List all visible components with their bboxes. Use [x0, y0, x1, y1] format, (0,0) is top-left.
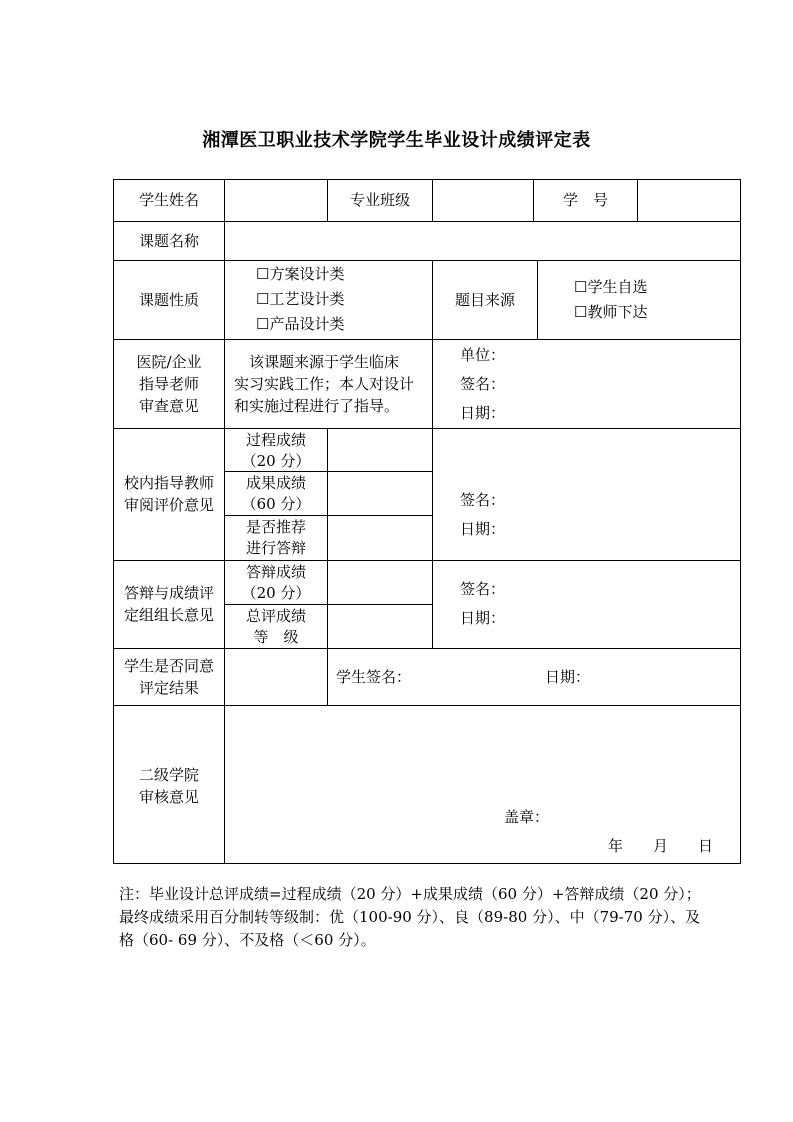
option-label: 方案设计类 — [269, 265, 345, 283]
row-separator — [113, 260, 741, 261]
recommend-defense-field[interactable] — [328, 516, 432, 560]
label-line: 是否推荐 — [245, 518, 306, 536]
option-label: 工艺设计类 — [269, 290, 345, 308]
date-label: 日期： — [460, 404, 506, 422]
label-line: 过程成绩 — [245, 431, 306, 449]
label-line: 答辩成绩 — [245, 563, 306, 581]
process-score-field[interactable] — [328, 429, 432, 471]
table-border-right — [740, 179, 741, 864]
label-line: 成果成绩 — [245, 474, 306, 492]
col-divider — [432, 339, 433, 428]
table-border-top — [113, 179, 741, 180]
option-label: 产品设计类 — [269, 315, 345, 333]
college-review-field[interactable] — [225, 706, 740, 802]
label-line: 等 级 — [253, 628, 299, 646]
major-class-label: 专业班级 — [349, 191, 410, 209]
student-id-field[interactable] — [638, 188, 740, 212]
table-border-bottom — [113, 863, 741, 864]
nature-option-product-design[interactable] — [256, 312, 344, 336]
overall-grade-field[interactable] — [328, 605, 432, 648]
review-date-line: 年 月 日 — [608, 837, 714, 855]
student-name-label: 学生姓名 — [138, 191, 199, 209]
form-title: 湘潭医卫职业技术学院学生毕业设计成绩评定表 — [202, 130, 591, 151]
statement-line: 和实施过程进行了指导。 — [234, 397, 400, 415]
date-label: 日期： — [545, 668, 591, 686]
topic-source-label: 题目来源 — [454, 291, 515, 309]
option-label: 教师下达 — [587, 303, 648, 321]
checkbox[interactable]: ☐ — [256, 290, 270, 308]
source-option-teacher-assigned[interactable] — [574, 300, 647, 324]
signature-label: 签名： — [460, 375, 506, 393]
col-divider — [327, 648, 328, 705]
col-divider — [432, 428, 433, 648]
checkbox[interactable]: ☐ — [574, 278, 588, 296]
row-separator — [113, 339, 741, 340]
checkbox[interactable]: ☐ — [574, 303, 588, 321]
topic-name-field[interactable] — [230, 229, 735, 253]
statement-line: 实习实践工作；本人对设计 — [234, 375, 415, 393]
major-class-field[interactable] — [433, 188, 533, 212]
label-line: 定组组长意见 — [123, 606, 214, 624]
result-score-field[interactable] — [328, 472, 432, 515]
checkbox[interactable]: ☐ — [256, 265, 270, 283]
student-id-label: 学 号 — [562, 191, 608, 209]
option-label: 学生自选 — [587, 278, 648, 296]
date-label: 日期： — [460, 609, 506, 627]
defense-score-field[interactable] — [328, 561, 432, 604]
label-line: 指导老师 — [138, 375, 199, 393]
label-line: 医院/企业 — [136, 353, 202, 371]
seal-label: 盖章： — [504, 808, 550, 826]
footnote: 注：毕业设计总评成绩=过程成绩（20 分）+成果成绩（60 分）+答辩成绩（20 分）；最终成绩采用百分制转等级制：优（100-90 分）、良（89-80 分）、中（79-70 分）、及格（60- 69 分）、不及格（＜60 分）。 — [119, 885, 701, 949]
topic-name-label: 课题名称 — [138, 232, 199, 250]
label-line: 校内指导教师 — [123, 474, 214, 492]
label-line: 进行答辩 — [245, 539, 306, 557]
label-line: 二级学院 — [138, 766, 199, 784]
signature-label: 签名： — [460, 491, 506, 509]
label-line: 总评成绩 — [245, 607, 306, 625]
date-label: 日期： — [460, 520, 506, 538]
label-line: （20 分） — [241, 584, 311, 602]
col-divider — [537, 260, 538, 339]
label-line: 审阅评价意见 — [123, 496, 214, 514]
label-line: 评定结果 — [138, 679, 199, 697]
label-line: 学生是否同意 — [123, 657, 214, 675]
statement-line: 该课题来源于学生临床 — [234, 353, 400, 371]
label-line: 审查意见 — [138, 397, 199, 415]
signature-label: 签名： — [460, 580, 506, 598]
row-separator — [113, 221, 741, 222]
nature-option-process-design[interactable] — [256, 287, 344, 311]
label-line: 答辩与成绩评 — [123, 584, 214, 602]
student-name-field[interactable] — [225, 188, 327, 212]
unit-label: 单位： — [460, 346, 506, 364]
source-option-self-selected[interactable] — [574, 275, 647, 299]
label-line: （20 分） — [241, 452, 311, 470]
row-separator — [113, 648, 741, 649]
table-border-left — [113, 179, 114, 864]
nature-option-plan-design[interactable] — [256, 262, 344, 286]
topic-nature-label: 课题性质 — [138, 291, 199, 309]
student-signature-label: 学生签名： — [336, 668, 412, 686]
student-agreement-field[interactable] — [225, 649, 327, 705]
checkbox[interactable]: ☐ — [256, 315, 270, 333]
label-line: 审核意见 — [138, 788, 199, 806]
label-line: （60 分） — [241, 495, 311, 513]
